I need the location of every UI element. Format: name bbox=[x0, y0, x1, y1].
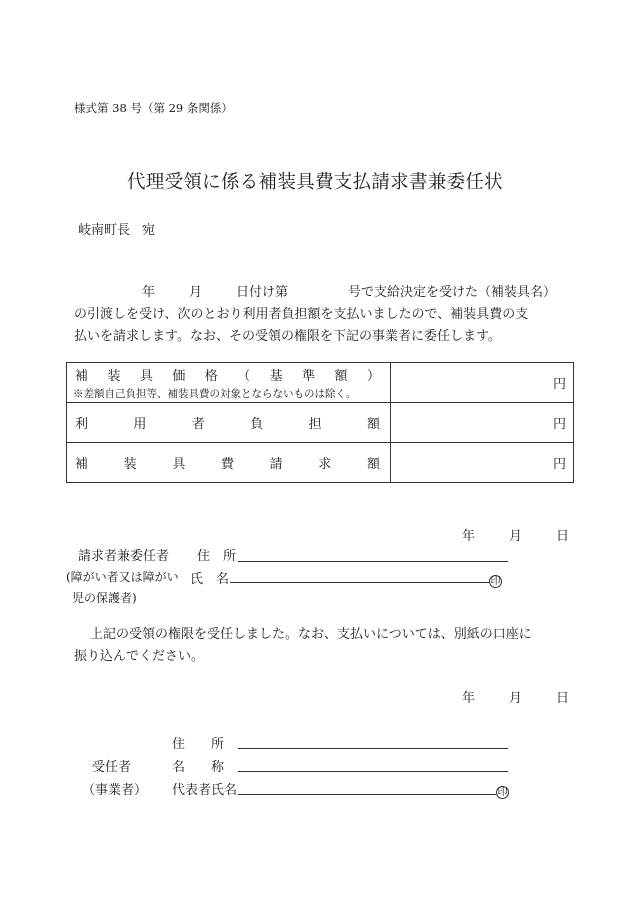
acceptance-paragraph bbox=[74, 624, 532, 668]
char: 額 bbox=[366, 417, 380, 432]
char: 求 bbox=[318, 457, 332, 472]
acceptance-text-1: 上記の受領の権限を受任しました。なお、支払いについては、別紙の口座に bbox=[90, 627, 532, 642]
recipient-address-label: 住 所 bbox=[172, 737, 225, 752]
requester-label: 請求者兼委任者 bbox=[78, 549, 170, 564]
recipient-rep-label: 代表者氏名 bbox=[172, 783, 238, 798]
char: 補 bbox=[75, 457, 89, 472]
intro-number-suffix: 号で支給決定を受けた（補装具名） bbox=[348, 285, 557, 300]
char: 額 bbox=[334, 369, 348, 384]
form-number: 様式第 38 号（第 29 条関係） bbox=[74, 101, 233, 115]
date-day: 日 bbox=[556, 529, 570, 544]
table-row-user-burden bbox=[67, 403, 574, 443]
claim-amount-label bbox=[67, 443, 391, 483]
currency-unit: 円 bbox=[552, 377, 566, 392]
user-burden-label bbox=[67, 403, 391, 443]
addressee bbox=[78, 219, 155, 238]
intro-year: 年 bbox=[142, 285, 156, 300]
requester-address-field[interactable] bbox=[238, 561, 508, 562]
requester-address-label: 住 所 bbox=[197, 549, 237, 564]
user-burden-value[interactable] bbox=[391, 403, 574, 443]
request-date[interactable] bbox=[462, 525, 569, 544]
intro-line-1 bbox=[74, 282, 556, 304]
document-title: 代理受領に係る補装具費支払請求書兼委任状 bbox=[126, 172, 503, 193]
currency-unit: 円 bbox=[552, 457, 566, 472]
recipient-address-field[interactable] bbox=[238, 748, 508, 749]
standard-price-label bbox=[67, 363, 391, 403]
standard-price-note: ※差額自己負担等、補装具費の対象とならないものは除く。 bbox=[73, 388, 357, 400]
char: 用 bbox=[133, 417, 147, 432]
recipient-rep-field[interactable] bbox=[238, 794, 496, 795]
char: ） bbox=[366, 369, 380, 384]
user-burden-chars bbox=[67, 413, 390, 432]
table-row-claim-amount bbox=[67, 443, 574, 483]
char: 利 bbox=[75, 417, 89, 432]
requester-name-field[interactable] bbox=[230, 582, 490, 583]
intro-line-3: 払いを請求します。なお、その受領の権限を下記の事業者に委任します。 bbox=[74, 329, 501, 344]
date-year: 年 bbox=[462, 691, 476, 706]
char: 具 bbox=[172, 457, 186, 472]
claim-amount-value[interactable] bbox=[391, 443, 574, 483]
amounts-table bbox=[66, 362, 574, 483]
char: 装 bbox=[107, 369, 121, 384]
char: 請 bbox=[269, 457, 283, 472]
intro-date-suffix: 日付け第 bbox=[236, 285, 289, 300]
addressee-org: 岐南町長 bbox=[78, 223, 131, 238]
char: 格 bbox=[204, 369, 218, 384]
requester-name-label: 氏 名 bbox=[190, 572, 230, 587]
char: 具 bbox=[139, 369, 153, 384]
acceptance-line-1 bbox=[74, 624, 532, 646]
char: 担 bbox=[308, 417, 322, 432]
requester-paren-label: (障がい者又は障がい bbox=[66, 570, 179, 584]
acceptance-date[interactable] bbox=[462, 687, 569, 706]
intro-paragraph bbox=[74, 282, 556, 348]
recipient-seal bbox=[496, 780, 509, 799]
standard-price-chars bbox=[67, 364, 390, 384]
char: 者 bbox=[191, 417, 205, 432]
date-month: 月 bbox=[509, 691, 523, 706]
char: 価 bbox=[172, 369, 186, 384]
acceptance-line-2: 振り込んでください。 bbox=[74, 649, 205, 664]
recipient-name-field[interactable] bbox=[238, 771, 508, 772]
table-row-standard-price bbox=[67, 363, 574, 403]
recipient-sub-label: （事業者） bbox=[82, 783, 148, 798]
seal-icon: 印 bbox=[497, 787, 508, 798]
claim-amount-chars bbox=[67, 453, 390, 472]
seal-icon: 印 bbox=[490, 576, 501, 587]
requester-guardian-label: 児の保護者) bbox=[72, 591, 137, 605]
char: 準 bbox=[302, 369, 316, 384]
date-day: 日 bbox=[556, 691, 570, 706]
recipient-label: 受任者 bbox=[92, 760, 132, 775]
date-month: 月 bbox=[509, 529, 523, 544]
char: 補 bbox=[75, 369, 89, 384]
recipient-name-label: 名 称 bbox=[172, 760, 225, 775]
currency-unit: 円 bbox=[552, 417, 566, 432]
char: 費 bbox=[220, 457, 234, 472]
intro-month: 月 bbox=[189, 285, 203, 300]
char: 基 bbox=[269, 369, 283, 384]
char: 額 bbox=[366, 457, 380, 472]
char: 装 bbox=[123, 457, 137, 472]
addressee-honorific: 宛 bbox=[142, 223, 156, 238]
char: （ bbox=[237, 369, 251, 384]
intro-line-2: の引渡しを受け、次のとおり利用者負担額を支払いましたので、補装具費の支 bbox=[74, 307, 529, 322]
standard-price-value[interactable] bbox=[391, 363, 574, 403]
char: 負 bbox=[250, 417, 264, 432]
date-year: 年 bbox=[462, 529, 476, 544]
requester-seal bbox=[489, 569, 502, 588]
